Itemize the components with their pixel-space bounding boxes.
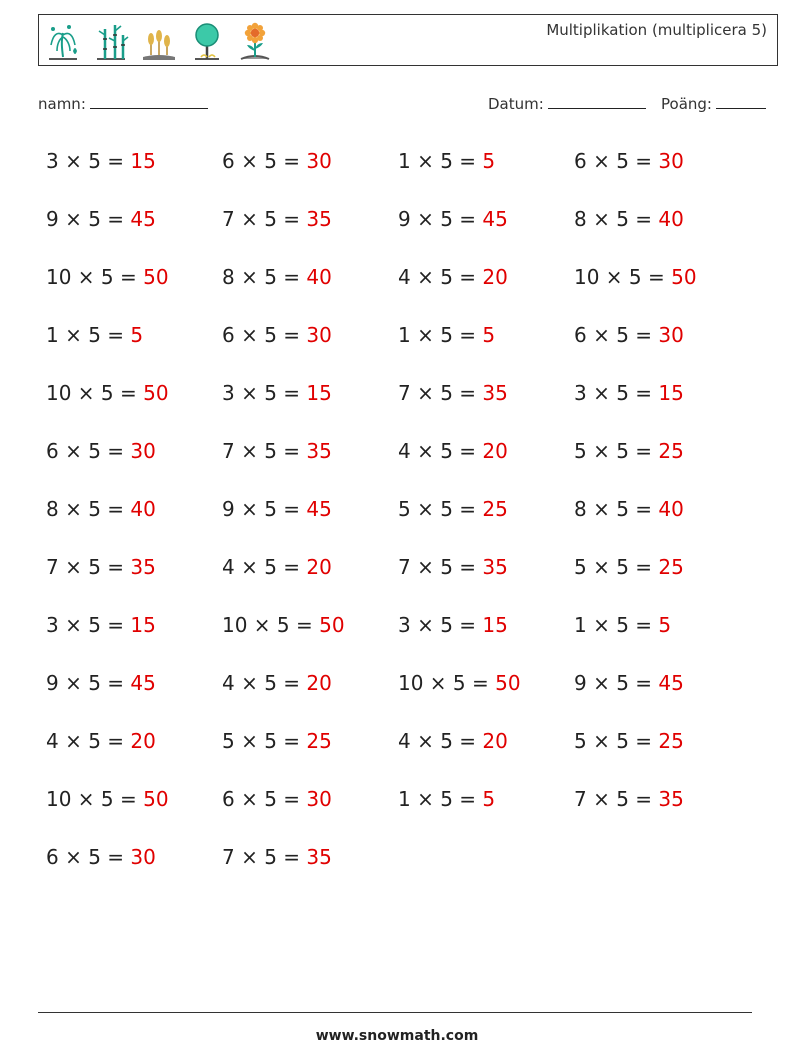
problem-question: 1 × 5 = <box>398 149 483 173</box>
problem-answer: 25 <box>482 497 508 521</box>
problem-row <box>46 262 766 320</box>
problem-item <box>46 610 222 668</box>
problem-item <box>574 204 750 262</box>
problem-item <box>398 204 574 262</box>
problem-question: 6 × 5 = <box>222 787 307 811</box>
problem-answer: 15 <box>130 613 156 637</box>
problem-question: 3 × 5 = <box>398 613 483 637</box>
icon-strip <box>45 21 273 61</box>
problem-item <box>46 146 222 204</box>
problem-item <box>398 610 574 668</box>
problem-question: 10 × 5 = <box>46 381 144 405</box>
problem-answer: 30 <box>306 323 332 347</box>
problem-answer: 45 <box>306 497 332 521</box>
name-label: namn: <box>38 95 86 113</box>
problem-question: 10 × 5 = <box>398 671 496 695</box>
problem-item <box>222 552 398 610</box>
problem-question: 6 × 5 = <box>574 149 659 173</box>
score-label: Poäng: <box>661 95 712 113</box>
problem-question: 6 × 5 = <box>46 845 131 869</box>
problem-question: 6 × 5 = <box>574 323 659 347</box>
date-field <box>488 94 646 113</box>
problem-answer: 50 <box>143 787 169 811</box>
problem-answer: 45 <box>130 207 156 231</box>
problem-answer: 40 <box>658 207 684 231</box>
problem-item <box>398 378 574 436</box>
problem-item <box>46 784 222 842</box>
problem-question: 9 × 5 = <box>574 671 659 695</box>
willow-tree-icon <box>45 21 81 61</box>
problem-question: 9 × 5 = <box>46 207 131 231</box>
problem-question: 9 × 5 = <box>46 671 131 695</box>
problem-answer: 35 <box>482 381 508 405</box>
problem-item <box>46 378 222 436</box>
problem-answer: 5 <box>482 149 496 173</box>
wheat-icon <box>141 21 177 61</box>
problem-answer: 20 <box>306 555 332 579</box>
problem-item <box>574 784 750 842</box>
problem-question: 1 × 5 = <box>398 323 483 347</box>
problem-answer: 15 <box>658 381 684 405</box>
problem-answer: 30 <box>658 323 684 347</box>
problem-item <box>46 320 222 378</box>
problem-answer: 45 <box>482 207 508 231</box>
score-blank <box>716 94 766 109</box>
worksheet-header <box>38 14 778 66</box>
problem-answer: 50 <box>319 613 345 637</box>
problem-row <box>46 668 766 726</box>
problem-item <box>574 436 750 494</box>
problem-item <box>574 378 750 436</box>
problem-item <box>222 610 398 668</box>
problem-answer: 35 <box>658 787 684 811</box>
problem-question: 7 × 5 = <box>398 381 483 405</box>
date-blank <box>548 94 646 109</box>
problem-item <box>574 494 750 552</box>
problem-question: 9 × 5 = <box>398 207 483 231</box>
problem-row <box>46 320 766 378</box>
problem-item <box>574 610 750 668</box>
problem-answer: 25 <box>658 729 684 753</box>
problem-item <box>222 436 398 494</box>
problem-question: 7 × 5 = <box>398 555 483 579</box>
problem-answer: 35 <box>306 207 332 231</box>
problem-answer: 50 <box>671 265 697 289</box>
problem-question: 9 × 5 = <box>222 497 307 521</box>
problem-question: 7 × 5 = <box>46 555 131 579</box>
problem-row <box>46 552 766 610</box>
problem-question: 10 × 5 = <box>222 613 320 637</box>
problem-answer: 30 <box>306 149 332 173</box>
problem-question: 10 × 5 = <box>574 265 672 289</box>
problem-question: 6 × 5 = <box>46 439 131 463</box>
problem-question: 7 × 5 = <box>222 207 307 231</box>
problem-answer: 50 <box>143 381 169 405</box>
problem-item <box>398 436 574 494</box>
problem-item <box>222 262 398 320</box>
problem-question: 10 × 5 = <box>46 787 144 811</box>
problem-question: 1 × 5 = <box>398 787 483 811</box>
problem-item <box>398 494 574 552</box>
problem-item <box>574 146 750 204</box>
problem-answer: 5 <box>658 613 672 637</box>
problem-item <box>574 320 750 378</box>
problem-item <box>222 204 398 262</box>
problem-answer: 50 <box>143 265 169 289</box>
problem-row <box>46 842 766 900</box>
problem-question: 8 × 5 = <box>574 497 659 521</box>
problem-row <box>46 146 766 204</box>
problem-answer: 30 <box>306 787 332 811</box>
problem-item <box>398 262 574 320</box>
problem-answer: 5 <box>130 323 144 347</box>
problem-item <box>46 204 222 262</box>
problem-question: 3 × 5 = <box>222 381 307 405</box>
problem-question: 10 × 5 = <box>46 265 144 289</box>
problem-row <box>46 784 766 842</box>
problem-question: 8 × 5 = <box>574 207 659 231</box>
problem-answer: 45 <box>130 671 156 695</box>
problem-item <box>398 668 574 726</box>
problem-answer: 20 <box>482 729 508 753</box>
problem-answer: 35 <box>482 555 508 579</box>
problem-answer: 35 <box>306 845 332 869</box>
problem-answer: 25 <box>658 439 684 463</box>
problem-question: 4 × 5 = <box>398 729 483 753</box>
problem-answer: 40 <box>658 497 684 521</box>
problem-question: 3 × 5 = <box>46 613 131 637</box>
problem-item <box>222 378 398 436</box>
problem-item <box>398 784 574 842</box>
problem-item <box>46 436 222 494</box>
problem-item <box>46 552 222 610</box>
problem-item <box>398 552 574 610</box>
problem-answer: 20 <box>130 729 156 753</box>
problem-item <box>46 262 222 320</box>
problem-item <box>222 668 398 726</box>
problem-row <box>46 378 766 436</box>
problem-item <box>46 726 222 784</box>
problem-question: 7 × 5 = <box>222 439 307 463</box>
problem-answer: 15 <box>130 149 156 173</box>
problem-question: 4 × 5 = <box>398 439 483 463</box>
name-blank <box>90 94 208 109</box>
problem-answer: 30 <box>130 845 156 869</box>
footer-divider <box>38 1012 752 1013</box>
problem-answer: 20 <box>482 439 508 463</box>
problem-question: 5 × 5 = <box>398 497 483 521</box>
problem-question: 4 × 5 = <box>222 555 307 579</box>
date-label: Datum: <box>488 95 544 113</box>
problem-row <box>46 610 766 668</box>
problem-item <box>222 726 398 784</box>
problem-question: 5 × 5 = <box>574 439 659 463</box>
problem-answer: 45 <box>658 671 684 695</box>
problem-question: 6 × 5 = <box>222 149 307 173</box>
problem-item <box>398 146 574 204</box>
problem-answer: 15 <box>482 613 508 637</box>
problem-question: 1 × 5 = <box>46 323 131 347</box>
bamboo-icon <box>93 21 129 61</box>
problem-answer: 5 <box>482 787 496 811</box>
problem-answer: 40 <box>130 497 156 521</box>
problem-row <box>46 726 766 784</box>
problem-item <box>222 784 398 842</box>
problem-item <box>222 146 398 204</box>
problem-item <box>398 726 574 784</box>
problem-question: 7 × 5 = <box>574 787 659 811</box>
score-field <box>661 94 766 113</box>
sunflower-icon <box>237 21 273 61</box>
problem-item <box>222 842 398 900</box>
problem-answer: 35 <box>306 439 332 463</box>
problem-question: 8 × 5 = <box>46 497 131 521</box>
problem-answer: 25 <box>306 729 332 753</box>
problem-answer: 30 <box>658 149 684 173</box>
problem-question: 3 × 5 = <box>46 149 131 173</box>
problem-question: 6 × 5 = <box>222 323 307 347</box>
footer-url: www.snowmath.com <box>315 1028 479 1044</box>
problem-row <box>46 204 766 262</box>
problem-answer: 35 <box>130 555 156 579</box>
problem-answer: 50 <box>495 671 521 695</box>
problem-item <box>574 668 750 726</box>
problem-question: 1 × 5 = <box>574 613 659 637</box>
problem-row <box>46 436 766 494</box>
problem-item <box>574 726 750 784</box>
problem-question: 3 × 5 = <box>574 381 659 405</box>
problem-item <box>222 320 398 378</box>
problem-answer: 30 <box>130 439 156 463</box>
round-tree-icon <box>189 21 225 61</box>
problem-item <box>46 842 222 900</box>
problem-item <box>398 320 574 378</box>
problem-answer: 20 <box>482 265 508 289</box>
problem-item <box>46 668 222 726</box>
problem-question: 4 × 5 = <box>46 729 131 753</box>
problem-answer: 15 <box>306 381 332 405</box>
problem-question: 5 × 5 = <box>574 729 659 753</box>
problem-answer: 40 <box>306 265 332 289</box>
problem-item <box>222 494 398 552</box>
problem-grid <box>46 146 766 900</box>
name-field <box>38 94 208 113</box>
problem-question: 8 × 5 = <box>222 265 307 289</box>
problem-question: 5 × 5 = <box>574 555 659 579</box>
problem-answer: 25 <box>658 555 684 579</box>
problem-question: 4 × 5 = <box>398 265 483 289</box>
problem-answer: 20 <box>306 671 332 695</box>
problem-item <box>46 494 222 552</box>
problem-answer: 5 <box>482 323 496 347</box>
problem-question: 4 × 5 = <box>222 671 307 695</box>
problem-question: 5 × 5 = <box>222 729 307 753</box>
problem-question: 7 × 5 = <box>222 845 307 869</box>
worksheet-title: Multiplikation (multiplicera 5) <box>546 21 767 39</box>
problem-row <box>46 494 766 552</box>
problem-item <box>574 262 750 320</box>
problem-item <box>574 552 750 610</box>
